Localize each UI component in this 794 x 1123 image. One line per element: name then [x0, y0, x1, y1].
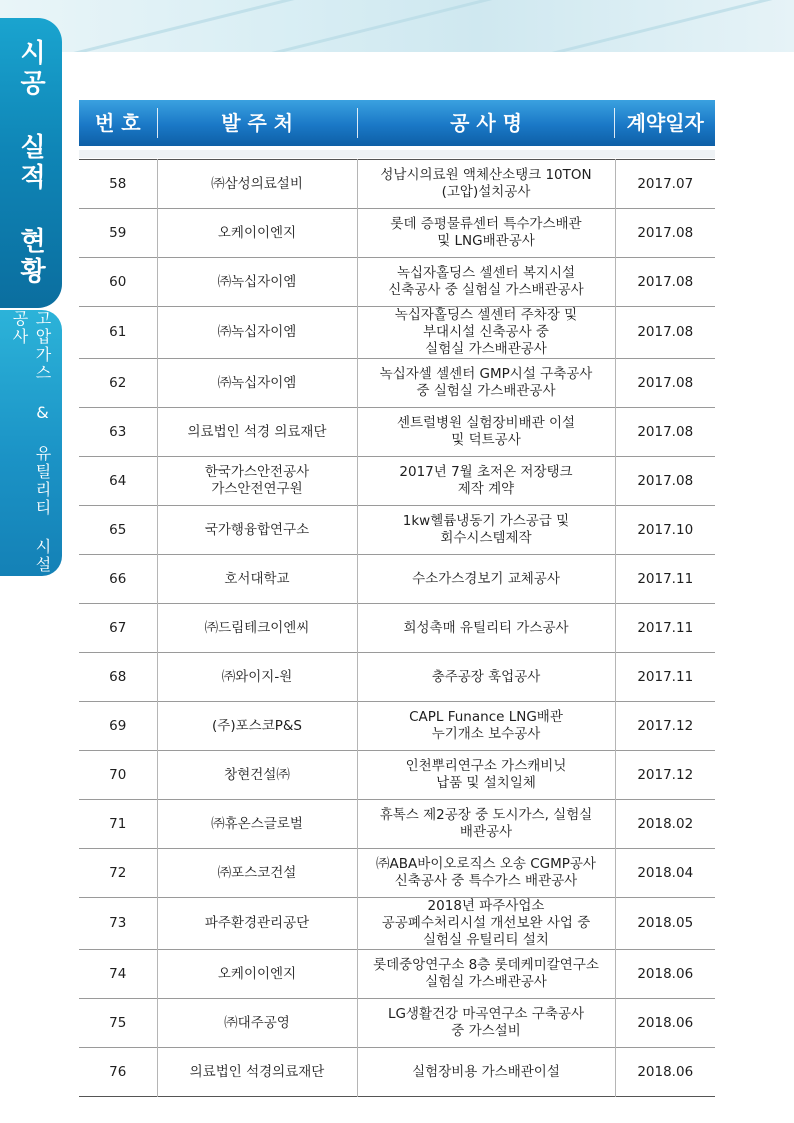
header-number: 번 호 [79, 108, 158, 138]
cell-date: 2017.12 [615, 751, 715, 800]
cell-client: ㈜녹십자이엠 [157, 359, 357, 408]
cell-number: 59 [79, 209, 157, 258]
cell-client: ㈜와이지-원 [157, 653, 357, 702]
cell-date: 2018.06 [615, 999, 715, 1048]
cell-number: 74 [79, 950, 157, 999]
cell-client: ㈜휴온스글로벌 [157, 800, 357, 849]
table-row [79, 506, 715, 555]
cell-client: ㈜드림테크이엔씨 [157, 604, 357, 653]
cell-client: 한국가스안전공사 가스안전연구원 [157, 457, 357, 506]
cell-project: 실험장비용 가스배관이설 [357, 1048, 615, 1097]
cell-client: 창현건설㈜ [157, 751, 357, 800]
cell-project: 희성촉매 유틸리티 가스공사 [357, 604, 615, 653]
cell-number: 58 [109, 175, 127, 192]
top-banner [0, 0, 794, 52]
table-row [79, 209, 715, 258]
cell-client: 국가행융합연구소 [157, 506, 357, 555]
table-row [79, 702, 715, 751]
cell-project: 휴톡스 제2공장 중 도시가스, 실험실 배관공사 [357, 800, 615, 849]
cell-project: 녹십자홀딩스 셀센터 복지시설 신축공사 중 실험실 가스배관공사 [357, 258, 615, 307]
cell-date: 2018.06 [615, 950, 715, 999]
cell-number: 62 [79, 359, 157, 408]
header-spacer [79, 150, 715, 158]
cell-project: CAPL Funance LNG배관 누기개소 보수공사 [357, 702, 615, 751]
cell-date: 2017.10 [615, 506, 715, 555]
cell-date: 2017.08 [615, 408, 715, 457]
cell-project: 수소가스경보기 교체공사 [357, 555, 615, 604]
cell-date: 2017.11 [615, 653, 715, 702]
section-tab-sub [0, 310, 62, 576]
table-row [79, 555, 715, 604]
cell-project: LG생활건강 마곡연구소 구축공사 중 가스설비 [357, 999, 615, 1048]
cell-date: 2017.08 [615, 258, 715, 307]
table-row [79, 160, 715, 209]
table-row [79, 849, 715, 898]
cell-date: 2017.11 [615, 555, 715, 604]
cell-number: 67 [79, 604, 157, 653]
table-row [79, 604, 715, 653]
cell-client: ㈜녹십자이엠 [157, 307, 357, 359]
table-row [79, 898, 715, 950]
cell-date: 2017.08 [615, 209, 715, 258]
header-project: 공 사 명 [358, 108, 616, 138]
cell-date: 2017.08 [615, 457, 715, 506]
cell-client: (주)포스코P&S [157, 702, 357, 751]
projects-table [79, 159, 715, 1097]
cell-client: 오케이이엔지 [157, 209, 357, 258]
cell-date: 2017.11 [615, 604, 715, 653]
cell-project: 롯데중앙연구소 8층 롯데케미칼연구소 실험실 가스배관공사 [357, 950, 615, 999]
table-row [79, 258, 715, 307]
cell-client: 호서대학교 [157, 555, 357, 604]
cell-project: 성남시의료원 액체산소탱크 10TON (고압)설치공사 [357, 160, 615, 209]
cell-date: 2018.02 [615, 800, 715, 849]
table-row [79, 800, 715, 849]
cell-number: 61 [79, 307, 157, 359]
section-title: 시공 실적 현황 [15, 39, 46, 287]
header-client: 발 주 처 [158, 108, 358, 138]
cell-number: 66 [79, 555, 157, 604]
section-tab-main [0, 18, 62, 308]
cell-number: 75 [79, 999, 157, 1048]
cell-project: 충주공장 훅업공사 [357, 653, 615, 702]
cell-date: 2018.04 [615, 849, 715, 898]
table-header [79, 100, 715, 146]
cell-date: 2017.08 [615, 307, 715, 359]
cell-number: 68 [79, 653, 157, 702]
cell-date: 2017.07 [615, 160, 715, 209]
cell-number: 64 [79, 457, 157, 506]
cell-date: 2018.06 [615, 1048, 715, 1097]
table-row [79, 999, 715, 1048]
table-row [79, 457, 715, 506]
cell-client: 오케이이엔지 [157, 950, 357, 999]
header-date: 계약일자 [626, 111, 704, 135]
table-row [79, 751, 715, 800]
cell-number: 72 [79, 849, 157, 898]
cell-project: 2017년 7월 초저온 저장탱크 제작 계약 [357, 457, 615, 506]
cell-client: ㈜녹십자이엠 [157, 258, 357, 307]
cell-project: ㈜ABA바이오로직스 오송 CGMP공사 신축공사 중 특수가스 배관공사 [357, 849, 615, 898]
cell-client: 의료법인 석경의료재단 [157, 1048, 357, 1097]
cell-number: 65 [79, 506, 157, 555]
cell-number: 63 [79, 408, 157, 457]
cell-date: 2018.05 [615, 898, 715, 950]
cell-number: 71 [79, 800, 157, 849]
cell-client: ㈜포스코건설 [157, 849, 357, 898]
cell-project: 녹십자홀딩스 셀센터 주차장 및 부대시설 신축공사 중 실험실 가스배관공사 [357, 307, 615, 359]
cell-client: 파주환경관리공단 [157, 898, 357, 950]
table-row [79, 653, 715, 702]
table-row [79, 1048, 715, 1097]
table-row [79, 408, 715, 457]
cell-client: ㈜대주공영 [157, 999, 357, 1048]
cell-number: 69 [79, 702, 157, 751]
cell-project: 인천뿌리연구소 가스캐비닛 납품 및 설치일체 [357, 751, 615, 800]
cell-number: 60 [79, 258, 157, 307]
section-subtitle: 고압가스 & 유틸리티 시설 공사 [10, 310, 52, 574]
cell-number: 76 [79, 1048, 157, 1097]
cell-project: 롯데 증평물류센터 특수가스배관 및 LNG배관공사 [357, 209, 615, 258]
table-row [79, 359, 715, 408]
cell-client: ㈜삼성의료설비 [157, 160, 357, 209]
cell-client: 의료법인 석경 의료재단 [157, 408, 357, 457]
cell-number: 70 [79, 751, 157, 800]
table-row [79, 950, 715, 999]
table-row [79, 307, 715, 359]
cell-project: 녹십자셀 셀센터 GMP시설 구축공사 중 실험실 가스배관공사 [357, 359, 615, 408]
cell-project: 2018년 파주사업소 공공폐수처리시설 개선보완 사업 중 실험실 유틸리티 설치 [357, 898, 615, 950]
cell-project: 1kw헬륨냉동기 가스공급 및 회수시스템제작 [357, 506, 615, 555]
cell-date: 2017.08 [615, 359, 715, 408]
cell-project: 센트럴병원 실험장비배관 이설 및 덕트공사 [357, 408, 615, 457]
cell-number: 73 [79, 898, 157, 950]
cell-date: 2017.12 [615, 702, 715, 751]
